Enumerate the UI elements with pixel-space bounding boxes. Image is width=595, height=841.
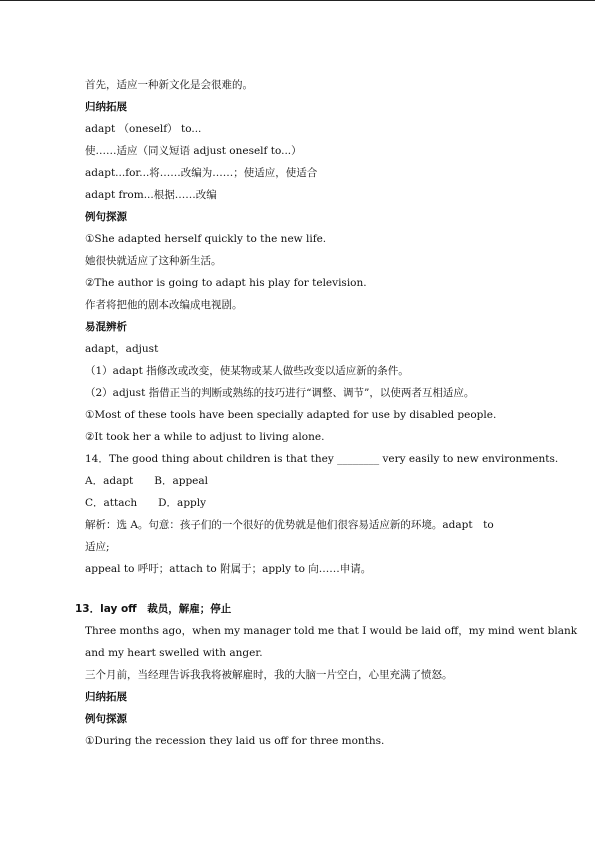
example-sentence: ①During the recession they laid us off for three months. [85, 735, 385, 747]
text-line: 使……适应（同义短语 adjust oneself to...） [85, 145, 302, 157]
text-line: adapt （oneself） to... [85, 123, 202, 135]
text-line: 三个月前，当经理告诉我我将被解雇时，我的大脑一片空白，心里充满了愤怒。 [85, 669, 453, 681]
example-sentence: ②The author is going to adapt his play for television. [85, 277, 367, 289]
text-line: （1）adapt 指修改或改变，使某物或某人做些改变以适应新的条件。 [85, 365, 409, 377]
answer-option: C．attach D．apply [85, 497, 207, 509]
example-sentence: ②It took her a while to adjust to living alone. [85, 431, 325, 443]
entry-heading: 13．lay off 裁员，解雇；停止 [75, 603, 232, 615]
document-page [75, 74, 578, 752]
text-line: adapt...for...将……改编为……；使适应，使适合 [85, 167, 318, 179]
text-line: 她很快就适应了这种新生活。 [85, 255, 222, 267]
text-line: and my heart swelled with anger. [85, 647, 263, 659]
answer-option: A．adapt B．appeal [85, 475, 209, 487]
explanation-line: 适应; [85, 541, 110, 553]
top-border-line [0, 0, 595, 1]
explanation-line: appeal to 呼吁；attach to 附属于；apply to 向……申请。 [85, 563, 372, 575]
example-sentence: ①Most of these tools have been specially adapted for use by disabled people. [85, 409, 497, 421]
section-heading: 归纳拓展 [85, 101, 127, 113]
text-line: （2）adjust 指借正当的判断或熟练的技巧进行“调整、调节”，以使两者互相适应。 [85, 387, 475, 399]
text-line: adapt，adjust [85, 343, 159, 355]
text-line: 首先，适应一种新文化是会很难的。 [85, 79, 253, 91]
text-line: 作者将把他的剧本改编成电视剧。 [85, 299, 243, 311]
text-line: Three months ago，when my manager told me that I would be laid off，my mind went blank [85, 625, 578, 637]
example-sentence: ①She adapted herself quickly to the new life. [85, 233, 327, 245]
spacer [85, 580, 545, 598]
section-heading: 例句探源 [85, 211, 127, 223]
text-line: adapt from...根据……改编 [85, 189, 217, 201]
section-heading: 例句探源 [85, 713, 127, 725]
section-heading: 归纳拓展 [85, 691, 127, 703]
exercise-question: 14．The good thing about children is that they ________ very easily to new environments. [85, 453, 559, 465]
explanation-line: 解析：选 A。句意：孩子们的一个很好的优势就是他们很容易适应新的环境。adapt to [85, 519, 494, 531]
section-heading: 易混辨析 [85, 321, 127, 333]
